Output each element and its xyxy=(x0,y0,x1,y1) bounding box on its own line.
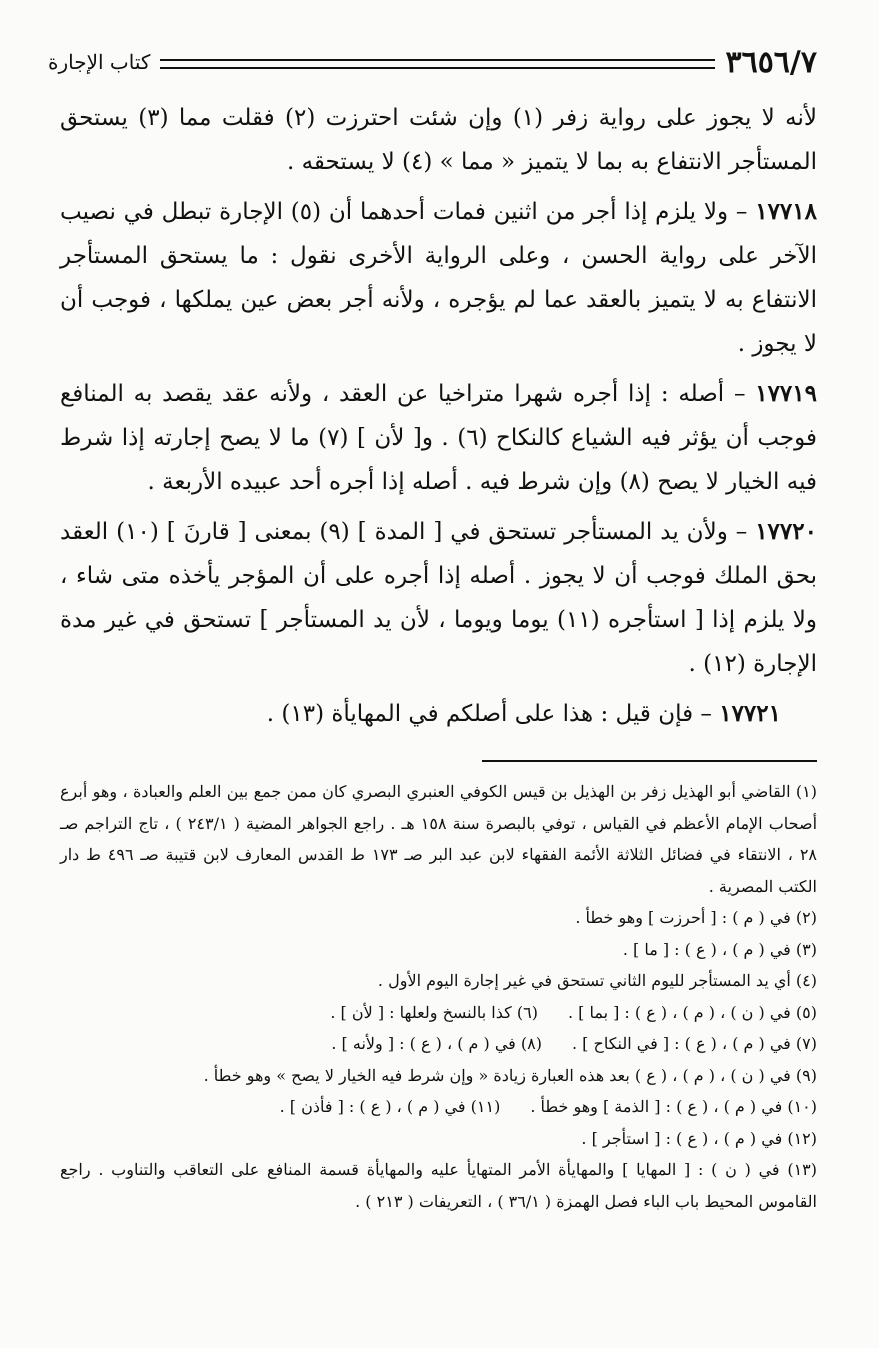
footnote: (١) القاضي أبو الهذيل زفر بن الهذيل بن قيس الكوفي العنبري البصري كان ممن جمع بين العلم والعبادة ، وهو أبرع أصحاب الإمام الأعظم في القياس ، توفي بالبصرة سنة ١٥٨ هـ . راجع الجواهر المضية ( ٢٤٣/١ ) ، تاج التراجم صـ ٢٨ ، الانتقاء في فضائل الثلاثة الأئمة الفقهاء لابن عبد البر صـ ١٧٣ ط القدس المعارف لابن قتيبة صـ ٤٩٦ ط دار الكتب المصرية . xyxy=(60,782,818,896)
paragraph-number: ١٧٧١٨ xyxy=(755,198,817,225)
footnote-row xyxy=(60,1028,817,1060)
paragraph-text: – ولأن يد المستأجر تستحق في [ المدة ] (٩) بمعنى [ قارنَ ] (١٠) العقد بحق الملك فوجب أن لا يجوز . أصله إذا أجره على أن المؤجر يأخذه متى شاء ، ولا يلزم إذا [ استأجره (١١) يوما ويوما ، لأن يد المستأجر ] تستحق في غير مدة الإجارة (١٢) . xyxy=(60,519,818,677)
paragraph-text: – فإن قيل : هذا على أصلكم في المهايأة (١٣) . xyxy=(266,701,720,727)
footnote: (١١) في ( م ) ، ( ع ) : [ فأذن ] . xyxy=(279,1097,501,1116)
footnote: (٢) في ( م ) : [ أحرزت ] وهو خطأ . xyxy=(575,908,817,927)
paragraph-text: – أصله : إذا أجره شهرا متراخيا عن العقد ، ولأنه عقد يقصد به المنافع فوجب أن يؤثر فيه الشياع كالنكاح (٦) . و[ لأن ] (٧) ما لا يصح إجارته إذا شرط فيه الخيار لا يصح (٨) وإن شرط فيه . أصله إذا أجره أحد عبيده الأربعة . xyxy=(60,381,818,495)
footnote: (٤) أي يد المستأجر لليوم الثاني تستحق في غير إجارة اليوم الأول . xyxy=(377,971,817,990)
footnote: (١٠) في ( م ) ، ( ع ) : [ الذمة ] وهو خطأ . xyxy=(530,1097,817,1116)
paragraph xyxy=(60,190,817,366)
footnote: (٧) في ( م ) ، ( ع ) : [ في النكاح ] . xyxy=(572,1034,817,1053)
main-text xyxy=(60,96,817,742)
footnote-row xyxy=(60,1091,817,1123)
paragraph-number: ١٧٧٢٠ xyxy=(755,518,817,545)
paragraph xyxy=(60,510,817,686)
footnote: (٣) في ( م ) ، ( ع ) : [ ما ] . xyxy=(622,939,817,959)
running-header xyxy=(48,42,817,82)
footnote: (٦) كذا بالنسخ ولعلها : [ لأن ] . xyxy=(330,1002,538,1022)
footnote: (٥) في ( ن ) ، ( م ) ، ( ع ) : [ بما ] . xyxy=(567,1002,817,1022)
footnote: (١٣) في ( ن ) : [ المهايا ] والمهايأة الأمر المتهايأ عليه والمهايأة قسمة المنافع على التعاقب والتناوب . راجع القاموس المحيط باب الباء فصل الهمزة ( ٣٦/١ ) ، التعريفات ( ٢١٣ ) . xyxy=(60,1160,817,1211)
book-title: كتاب الإجارة xyxy=(48,50,151,74)
paragraph-number: ١٧٧١٩ xyxy=(755,380,817,407)
footnote: (١٢) في ( م ) ، ( ع ) : [ استأجر ] . xyxy=(581,1128,817,1148)
footnote: (٩) في ( ن ) ، ( م ) ، ( ع ) بعد هذه العبارة زيادة « وإن شرط فيه الخيار لا يصح » وهو خطأ . xyxy=(203,1065,817,1085)
paragraph-text: لأنه لا يجوز على رواية زفر (١) وإن شئت احترزت (٢) فقلت مما (٣) يستحق المستأجر الانتفاع به بما لا يتميز « مما » (٤) لا يستحقه . xyxy=(60,105,817,175)
paragraph-number: ١٧٧٢١ xyxy=(719,700,781,727)
footnote: (٨) في ( م ) ، ( ع ) : [ ولأنه ] . xyxy=(331,1034,542,1053)
paragraph xyxy=(60,96,817,184)
paragraph xyxy=(60,372,817,504)
paragraph-text: – ولا يلزم إذا أجر من اثنين فمات أحدهما أن (٥) الإجارة تبطل في نصيب الآخر على رواية الحسن ، وعلى الرواية الأخرى نقول : ما يستحق المستأجر الانتفاع به لا يتميز بالعقد عما لم يؤجره ، ولأنه أجر بعض عين يملكها ، فوجب أن لا يجوز . xyxy=(60,199,817,357)
page-number: ٣٦٥٦/٧ xyxy=(725,44,817,80)
header-rule xyxy=(160,59,715,69)
footnote-row xyxy=(60,997,817,1029)
footnotes xyxy=(60,776,817,1217)
paragraph xyxy=(60,692,817,736)
footnote-divider xyxy=(482,760,817,762)
